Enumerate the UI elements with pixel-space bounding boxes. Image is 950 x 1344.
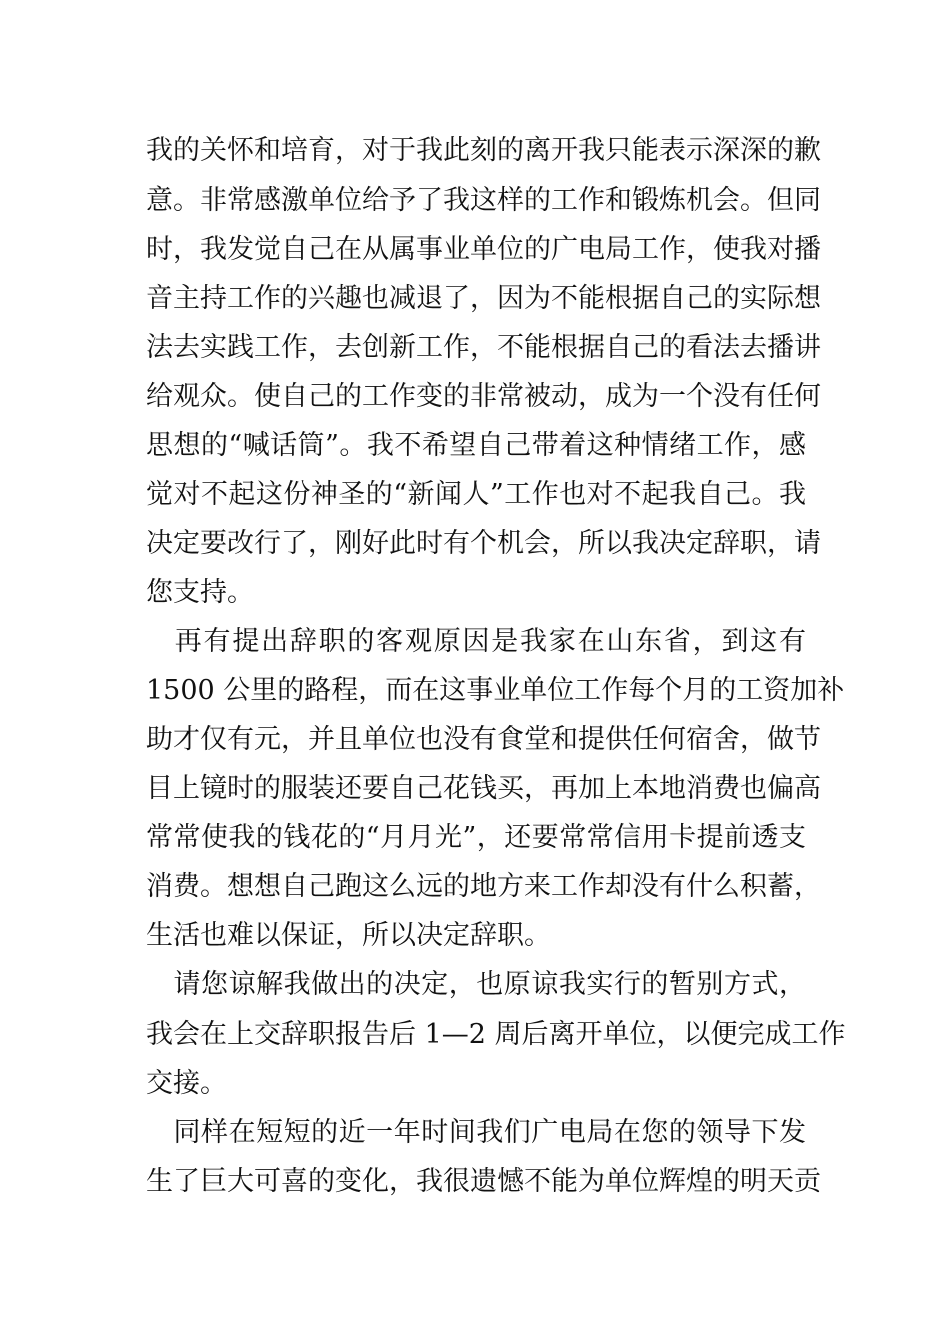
paragraph-first-line: 再有提出辞职的客观原因是我家在山东省，到这有 bbox=[146, 626, 806, 657]
text-line: 思想的“喊话筒”。我不希望自己带着这种情绪工作，感 bbox=[146, 430, 806, 461]
text-line: 消费。想想自己跑这么远的地方来工作却没有什么积蓄， bbox=[146, 871, 821, 902]
text-line: 常常使我的钱花的“月月光”，还要常常信用卡提前透支 bbox=[146, 822, 806, 853]
text-line: 生活也难以保证，所以决定辞职。 bbox=[146, 920, 551, 951]
text-line: 音主持工作的兴趣也减退了，因为不能根据自己的实际想 bbox=[146, 283, 821, 314]
paragraph-first-line: 请您谅解我做出的决定，也原谅我实行的暂别方式， bbox=[146, 969, 806, 1000]
text-line: 决定要改行了，刚好此时有个机会，所以我决定辞职，请 bbox=[146, 528, 821, 559]
text-line: 交接。 bbox=[146, 1068, 227, 1099]
text-line: 我的关怀和培育，对于我此刻的离开我只能表示深深的歉 bbox=[146, 135, 821, 166]
text-line: 给观众。使自己的工作变的非常被动，成为一个没有任何 bbox=[146, 381, 821, 412]
text-line: 您支持。 bbox=[146, 577, 254, 608]
text-line: 生了巨大可喜的变化，我很遗憾不能为单位辉煌的明天贡 bbox=[146, 1166, 821, 1197]
text-line: 觉对不起这份神圣的“新闻人”工作也对不起我自己。我 bbox=[146, 479, 806, 510]
paragraph-first-line: 同样在短短的近一年时间我们广电局在您的领导下发 bbox=[146, 1117, 806, 1148]
text-line: 目上镜时的服装还要自己花钱买，再加上本地消费也偏高 bbox=[146, 773, 821, 804]
text-line: 我会在上交辞职报告后 1—2 周后离开单位，以便完成工作 bbox=[146, 1019, 846, 1050]
text-line: 助才仅有元，并且单位也没有食堂和提供任何宿舍，做节 bbox=[146, 724, 821, 755]
text-line: 法去实践工作，去创新工作，不能根据自己的看法去播讲 bbox=[146, 332, 821, 363]
text-line: 1500 公里的路程，而在这事业单位工作每个月的工资加补 bbox=[146, 675, 845, 706]
text-line: 时，我发觉自己在从属事业单位的广电局工作，使我对播 bbox=[146, 234, 821, 265]
text-line: 意。非常感激单位给予了我这样的工作和锻炼机会。但同 bbox=[146, 185, 821, 216]
